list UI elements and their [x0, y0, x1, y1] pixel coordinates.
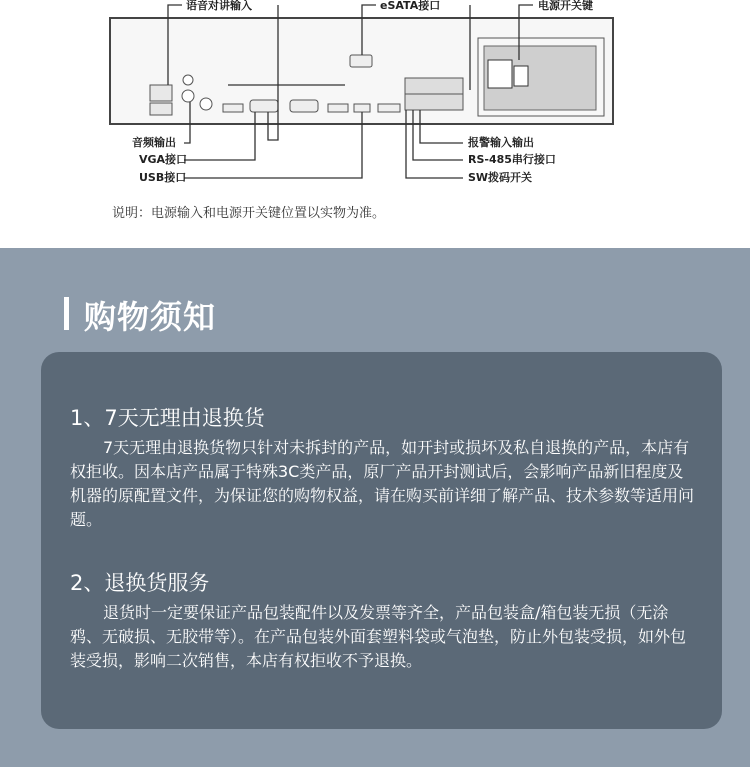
audio-jack-icon	[182, 90, 194, 102]
label-usb: USB接口	[139, 171, 187, 184]
vga-port-icon	[290, 100, 318, 112]
usb-port-icon	[354, 104, 370, 112]
audio-jack-icon	[183, 75, 193, 85]
power-socket-icon	[488, 60, 512, 88]
label-intercom-input: 语音对讲输入	[186, 0, 252, 12]
vga-port-icon	[250, 100, 278, 112]
label-dip-switch: SW拨码开关	[468, 171, 533, 184]
power-switch-icon	[514, 66, 528, 86]
hdmi-port-icon	[328, 104, 348, 112]
section-title-return-policy: 1、7天无理由退换货	[70, 406, 265, 430]
label-alarm-io: 报警输入输出	[468, 136, 534, 149]
hdmi-port-icon	[223, 104, 243, 112]
label-audio-out: 音频输出	[132, 136, 176, 149]
label-vga: VGA接口	[139, 153, 188, 166]
label-rs485: RS-485串行接口	[468, 153, 556, 166]
section-body-return-policy: 7天无理由退换货物只针对未拆封的产品，如开封或损坏及私自退换的产品，本店有权拒收。因本店产品属于特殊3C类产品，原厂产品开封测试后，会影响产品新旧程度及机器的原配置文件，为保证您的购物权益，请在购买前详细了解产品、技术参数等适用问题。	[70, 438, 695, 529]
network-port-icon	[150, 85, 172, 115]
label-esata: eSATA接口	[380, 0, 441, 12]
section-title-return-service: 2、退换货服务	[70, 571, 210, 595]
rear-panel-diagram	[0, 0, 750, 248]
section-body-return-service: 退货时一定要保证产品包装配件以及发票等齐全，产品包装盒/箱包装无损（无涂鸦、无破损、无胶带等）。在产品包装外面套塑料袋或气泡垫，防止外包装受损，如外包装受损，影响二次销售，本店有权拒收不予退换。	[70, 603, 687, 670]
label-power-switch: 电源开关键	[538, 0, 593, 12]
esata-port-icon	[378, 104, 400, 112]
diagram-note: 说明：电源输入和电源开关键位置以实物为准。	[112, 206, 386, 221]
heading-accent-bar	[64, 297, 69, 330]
esata-connector-icon	[350, 55, 372, 67]
notice-heading: 购物须知	[84, 298, 217, 336]
audio-jack-icon	[200, 98, 212, 110]
